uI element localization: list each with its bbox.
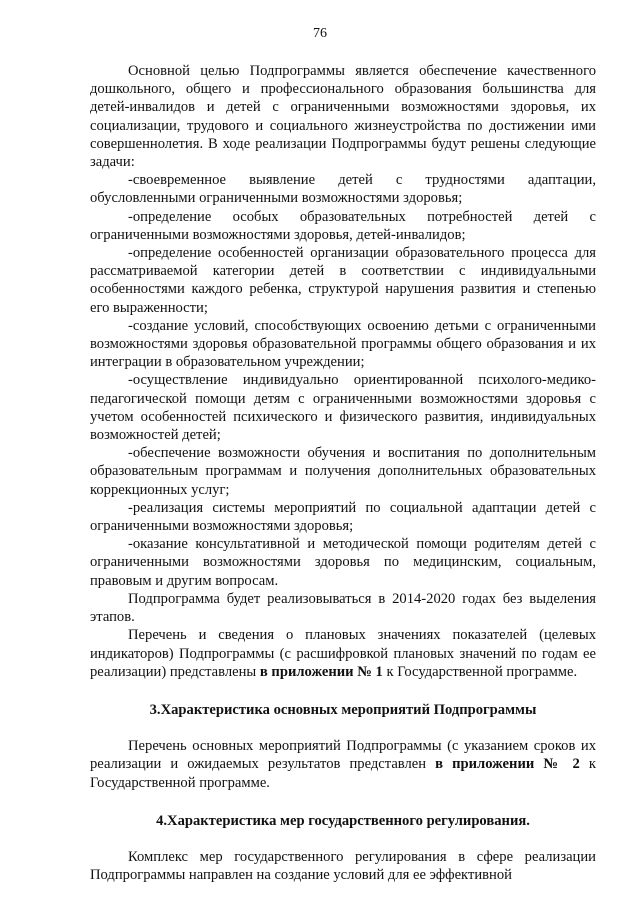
task-item-1: -своевременное выявление детей с трудностями адаптации, обусловленными ограниченными возможностями здоровья; [90, 172, 596, 207]
task-item-6: -обеспечение возможности обучения и воспитания по дополнительным образовательным программам и получения дополнительных образовательных коррекционных услуг; [90, 445, 596, 498]
section-3-heading: 3.Характеристика основных мероприятий Подпрограммы [149, 701, 537, 718]
section-3-text-after: к Государственной программе. [90, 756, 596, 791]
page-number: 76 [313, 26, 327, 41]
section-3-paragraph [90, 737, 596, 792]
task-item-3: -определение особенностей организации образовательного процесса для рассматриваемой категории детей в соответствии с индивидуальными особенностями каждого ребенка, структурой нарушения развития и степенью его выраженности; [90, 245, 596, 316]
page-content [90, 62, 596, 884]
section-3-text-before: Перечень основных мероприятий Подпрограммы (с указанием сроков их реализации и ожидаемых результатов представлен [90, 738, 596, 773]
task-item-2: -определение особых образовательных потребностей детей с ограниченными возможностями здоровья, детей-инвалидов; [90, 208, 596, 243]
task-item-5: -осуществление индивидуально ориентированной психолого-медико-педагогической помощи детям с ограниченными возможностями здоровья с учетом особенностей психического и физического развития, индивидуальных возможностей детей; [90, 372, 596, 444]
appendix-2-reference: в приложении № 2 [435, 756, 580, 773]
task-item-7: -реализация системы мероприятий по социальной адаптации детей с ограниченными возможностями здоровья; [90, 499, 596, 535]
task-item-8: -оказание консультативной и методической помощи родителям детей с ограниченными возможностями здоровья по медицинским, социальным, правовым и другим вопросам. [90, 536, 596, 589]
period-paragraph: Подпрограмма будет реализовываться в 2014-2020 годах без выделения этапов. [90, 590, 596, 626]
indicators-text-before: Перечень и сведения о плановых значениях показателей (целевых индикаторов) Подпрограммы (с расшифровкой плановых значений по годам ее реализации) представлены [90, 627, 596, 680]
section-4-heading: 4.Характеристика мер государственного регулирования. [156, 812, 530, 829]
intro-paragraph: Основной целью Подпрограммы является обеспечение качественного дошкольного, общего и профессионального образования большинства для детей-инвалидов и детей с ограниченными возможностями здоровья, их социализации, трудового и социального жизнеустройства по достижении ими совершеннолетия. В ходе реализации Подпрограммы будут решены следующие задачи: [90, 63, 596, 171]
section-4-paragraph: Комплекс мер государственного регулирования в сфере реализации Подпрограммы направлен на создание условий для ее эффективной [90, 848, 596, 884]
indicators-text-after: к Государственной программе. [382, 663, 578, 680]
indicators-paragraph [90, 626, 596, 681]
appendix-1-reference: в приложении № 1 [259, 663, 383, 680]
task-item-4: -создание условий, способствующих освоению детьми с ограниченными возможностями здоровья образовательной программы общего образования и их интеграции в образовательном учреждении; [90, 317, 596, 371]
